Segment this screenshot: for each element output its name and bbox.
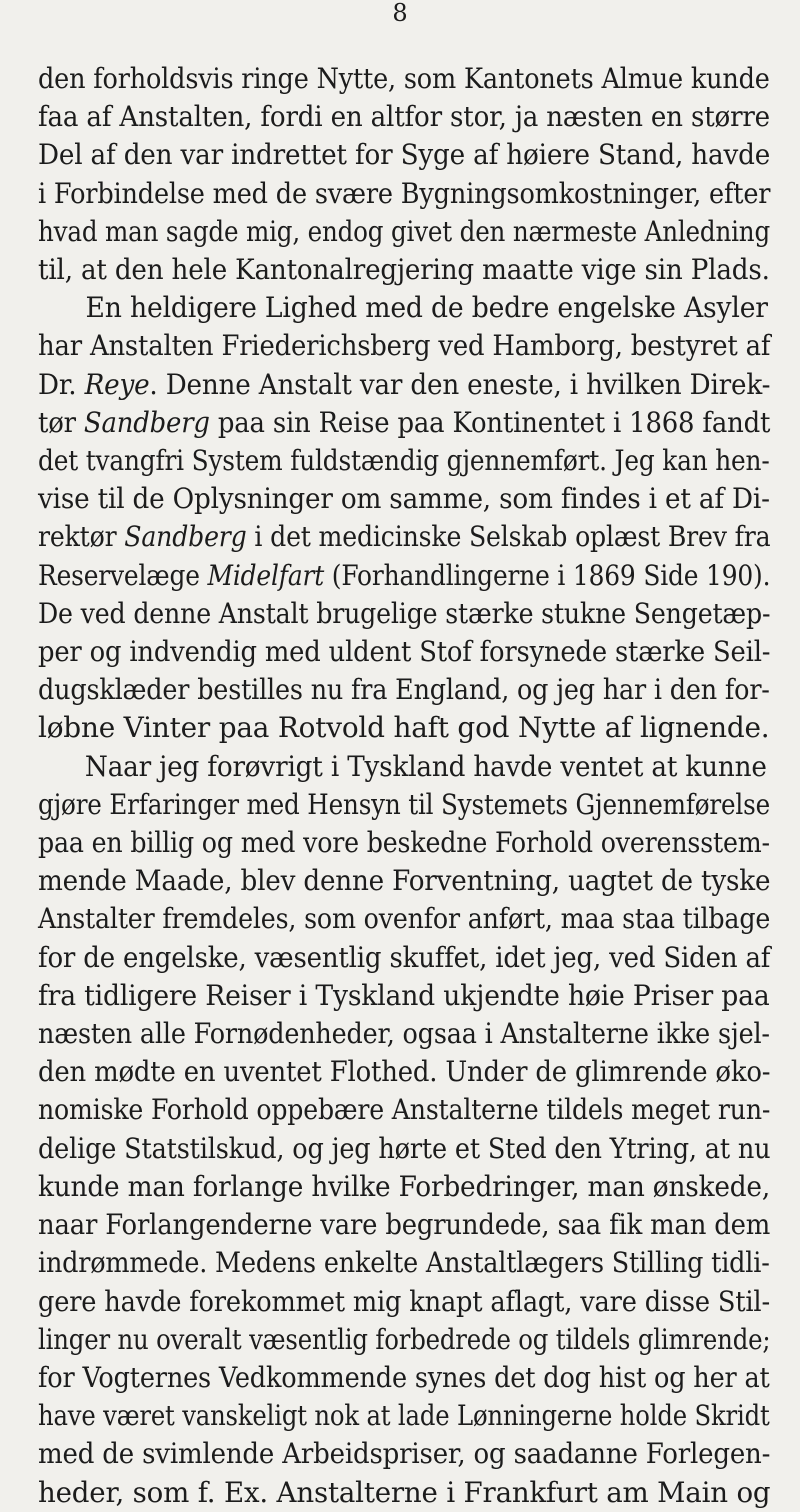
text-line: for de engelske, væsentlig skuffet, idet jeg, ved Siden af — [38, 940, 771, 974]
text-line: Del af den var indrettet for Syge af høiere Stand, havde — [38, 138, 771, 172]
line-segment: tør — [38, 405, 84, 439]
text-line: gjøre Erfaringer med Hensyn til Systemets Gjennemførelse — [38, 787, 771, 821]
text-line — [38, 518, 771, 556]
text-line: til, at den hele Kantonalregjering maatte vige sin Plads. — [38, 253, 770, 287]
text-line: hvad man sagde mig, endog givet den nærmeste Anledning — [38, 214, 771, 248]
person-name-reye: Reye — [84, 367, 150, 401]
page-number: 8 — [392, 0, 408, 27]
text-line: for Vogternes Vedkommende synes det dog hist og her at — [38, 1360, 770, 1394]
text-line: det tvangfri System fuldstændig gjennemført. Jeg kan hen- — [38, 444, 770, 478]
text-line: per og indvendig med uldent Stof forsynede stærke Seil- — [38, 635, 771, 669]
line-segment: rektør — [38, 520, 125, 554]
person-name-midelfart: Midelfart — [207, 558, 325, 592]
line-segment: . Denne Anstalt var den eneste, i hvilken Direk- — [149, 367, 771, 401]
text-line: gere havde forekommet mig knapt aflagt, vare disse Stil- — [38, 1284, 770, 1318]
text-line: med de svimlende Arbeidspriser, og saadanne Forlegen- — [38, 1437, 771, 1471]
text-line: De ved denne Anstalt brugelige stærke stukne Sengetæp- — [38, 596, 771, 630]
text-line: den forholdsvis ringe Nytte, som Kantonets Almue kunde — [38, 62, 770, 95]
text-line: En heldigere Lighed med de bedre engelske Asyler — [85, 291, 768, 325]
text-line: fra tidligere Reiser i Tyskland ukjendte høie Priser paa — [38, 978, 770, 1012]
line-segment: Dr. — [38, 367, 85, 401]
text-line — [38, 557, 771, 595]
text-line: mende Maade, blev denne Forventning, uagtet de tyske — [38, 864, 771, 898]
text-line: vise til de Oplysninger om samme, som findes i et af Di- — [38, 482, 770, 516]
text-line: delige Statstilskud, og jeg hørte et Sted den Ytring, at nu — [38, 1131, 771, 1165]
line-segment: (Forhandlingerne i 1869 Side 190). — [324, 558, 771, 592]
line-segment: i det medicinske Selskab oplæst Brev fra — [246, 520, 771, 554]
text-line: paa en billig og med vore beskedne Forhold overensstem- — [38, 826, 770, 860]
body-text — [38, 60, 770, 1512]
text-line: dugsklæder bestilles nu fra England, og jeg har i den for- — [38, 673, 770, 707]
person-name-sandberg: Sandberg — [124, 520, 247, 554]
text-line: nomiske Forhold oppebære Anstalterne tildels meget run- — [38, 1093, 771, 1127]
text-line: næsten alle Fornødenheder, ogsaa i Anstalterne ikke sjel- — [38, 1017, 770, 1051]
text-line — [38, 404, 771, 442]
line-segment: paa sin Reise paa Kontinentet i 1868 fandt — [209, 405, 771, 439]
text-line: faa af Anstalten, fordi en altfor stor, ja næsten en større — [38, 100, 770, 134]
text-line: linger nu overalt væsentlig forbedrede og tildels glimrende; — [38, 1322, 771, 1356]
text-line: Anstalter fremdeles, som ovenfor anført, maa staa tilbage — [38, 902, 771, 936]
text-line: naar Forlangenderne vare begrundede, saa fik man dem — [38, 1208, 771, 1242]
person-name-sandberg: Sandberg — [83, 405, 210, 439]
text-line: heder, som f. Ex. Anstalterne i Frankfurt am Main og — [38, 1475, 771, 1509]
text-line: indrømmede. Medens enkelte Anstaltlægers Stilling tidli- — [38, 1246, 770, 1280]
text-line — [38, 366, 771, 404]
line-segment: Reservelæge — [38, 558, 208, 592]
text-line: har Anstalten Friederichsberg ved Hamborg, bestyret af — [38, 329, 771, 363]
text-line: den mødte en uventet Flothed. Under de glimrende øko- — [38, 1055, 771, 1089]
text-line: løbne Vinter paa Rotvold haft god Nytte af lignende. — [38, 711, 770, 745]
text-line: Naar jeg forøvrigt i Tyskland havde ventet at kunne — [84, 749, 767, 783]
text-line: kunde man forlange hvilke Forbedringer, man ønskede, — [38, 1169, 771, 1203]
text-line: have været vanskeligt nok at lade Lønningerne holde Skridt — [38, 1399, 770, 1433]
text-line: i Forbindelse med de svære Bygningsomkostninger, efter — [38, 176, 771, 210]
